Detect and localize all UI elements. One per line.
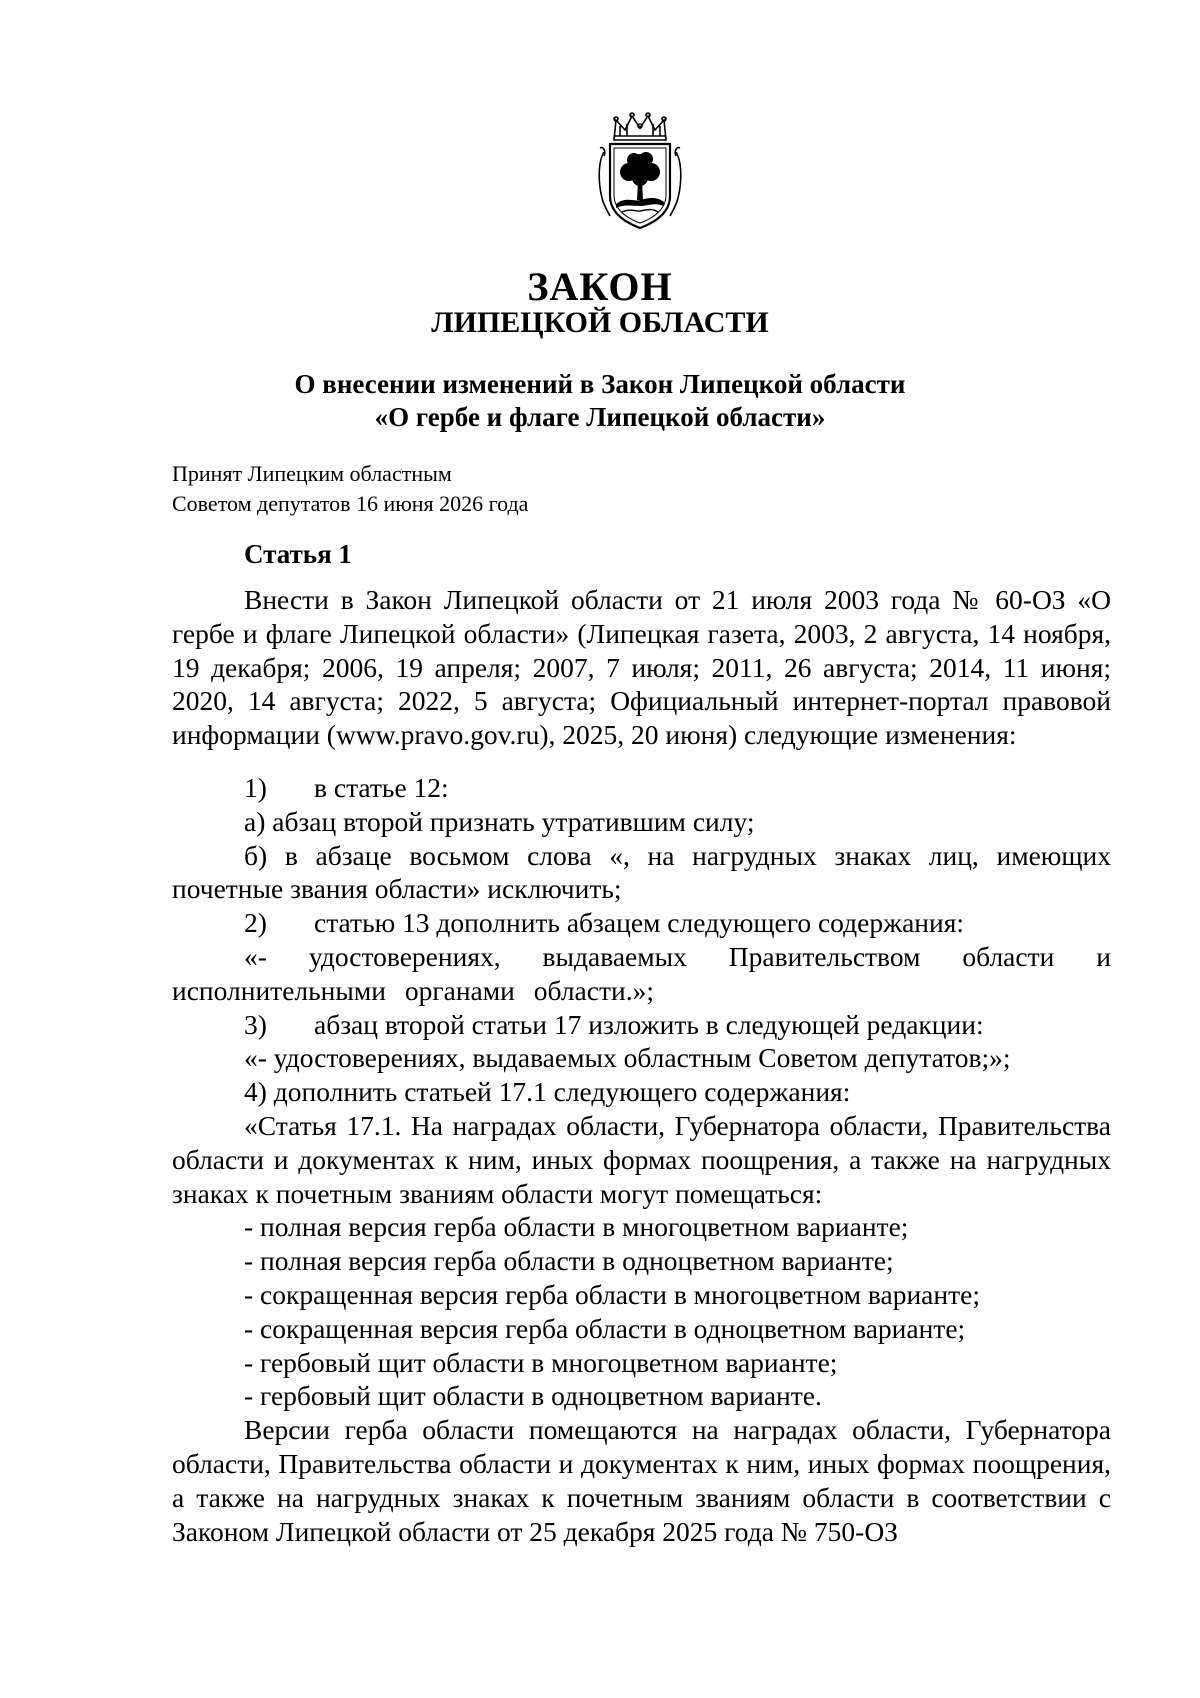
adoption-line: Советом депутатов 16 июня 2026 года <box>172 491 529 516</box>
law-name-line: О внесении изменений в Закон Липецкой области <box>294 369 906 399</box>
list-item <box>172 1008 1111 1042</box>
law-name-line: «О гербе и флаге Липецкой области» <box>374 402 826 432</box>
list-item: - сокращенная версия герба области в многоцветном варианте; <box>244 1278 980 1310</box>
document-subtitle: ЛИПЕЦКОЙ ОБЛАСТИ <box>431 306 769 339</box>
list-item <box>172 906 1111 940</box>
article-intro: Внести в Закон Липецкой области от 21 июля 2003 года № 60-ОЗ «О гербе и флаге Липецкой области» (Липецкая газета, 2003, 2 августа, 14 ноября, 19 декабря; 2006, 19 апреля; 2007, 7 июля; 2011, 26 августа; 2014, 11 июня; 2020, 14 августа; 2022, 5 августа; Официальный интернет-портал правовой информации (www.pravo.gov.ru), 2025, 20 июня) следующие изменения: <box>172 584 1111 751</box>
list-item: - полная версия герба области в многоцветном варианте; <box>244 1211 909 1243</box>
quoted-text: «- удостоверениях, выдаваемых областным Советом депутатов;»; <box>244 1042 1011 1074</box>
coat-of-arms-icon <box>594 112 686 234</box>
item-number: 2) <box>244 907 267 939</box>
sub-item: а) абзац второй признать утратившим силу; <box>244 805 755 837</box>
article-heading: Статья 1 <box>244 539 352 569</box>
list-item: - гербовый щит области в многоцветном варианте; <box>244 1346 838 1378</box>
item-text: статью 13 дополнить абзацем следующего содержания: <box>314 907 965 939</box>
document-title: ЗАКОН <box>527 264 673 309</box>
item-text: в статье 12: <box>314 771 449 803</box>
article-body <box>172 583 1111 1548</box>
list-item <box>172 771 1111 805</box>
adoption-line: Принят Липецким областным <box>172 461 452 486</box>
item-number: 1) <box>244 771 267 803</box>
list-item: - полная версия герба области в одноцветном варианте; <box>244 1245 894 1277</box>
new-article-text: «Статья 17.1. На наградах области, Губернатора области, Правительства области и документах к ним, иных формах поощрения, а также на нагрудных знаках к почетным званиям области могут помещаться: <box>172 1109 1111 1209</box>
item-text: абзац второй статьи 17 изложить в следующей редакции: <box>314 1008 984 1040</box>
quoted-text: «- удостоверениях, выдаваемых Правительством области и исполнительными органами области.»; <box>172 940 1111 1006</box>
list-item: - гербовый щит области в одноцветном варианте. <box>244 1380 822 1412</box>
closing-paragraph: Версии герба области помещаются на наградах области, Губернатора области, Правительства области и документах к ним, иных формах поощрения, а также на нагрудных знаках к почетным званиям области в соответствии с Законом Липецкой области от 25 декабря 2025 года № 750-ОЗ <box>172 1414 1111 1547</box>
sub-item: б) в абзаце восьмом слова «, на нагрудных знаках лиц, имеющих почетные звания области» исключить; <box>172 839 1111 905</box>
list-item: - сокращенная версия герба области в одноцветном варианте; <box>244 1312 966 1344</box>
list-item: 4) дополнить статьей 17.1 следующего содержания: <box>244 1076 851 1108</box>
law-name <box>0 368 1200 434</box>
adoption-note <box>172 459 528 519</box>
item-number: 3) <box>244 1008 267 1040</box>
